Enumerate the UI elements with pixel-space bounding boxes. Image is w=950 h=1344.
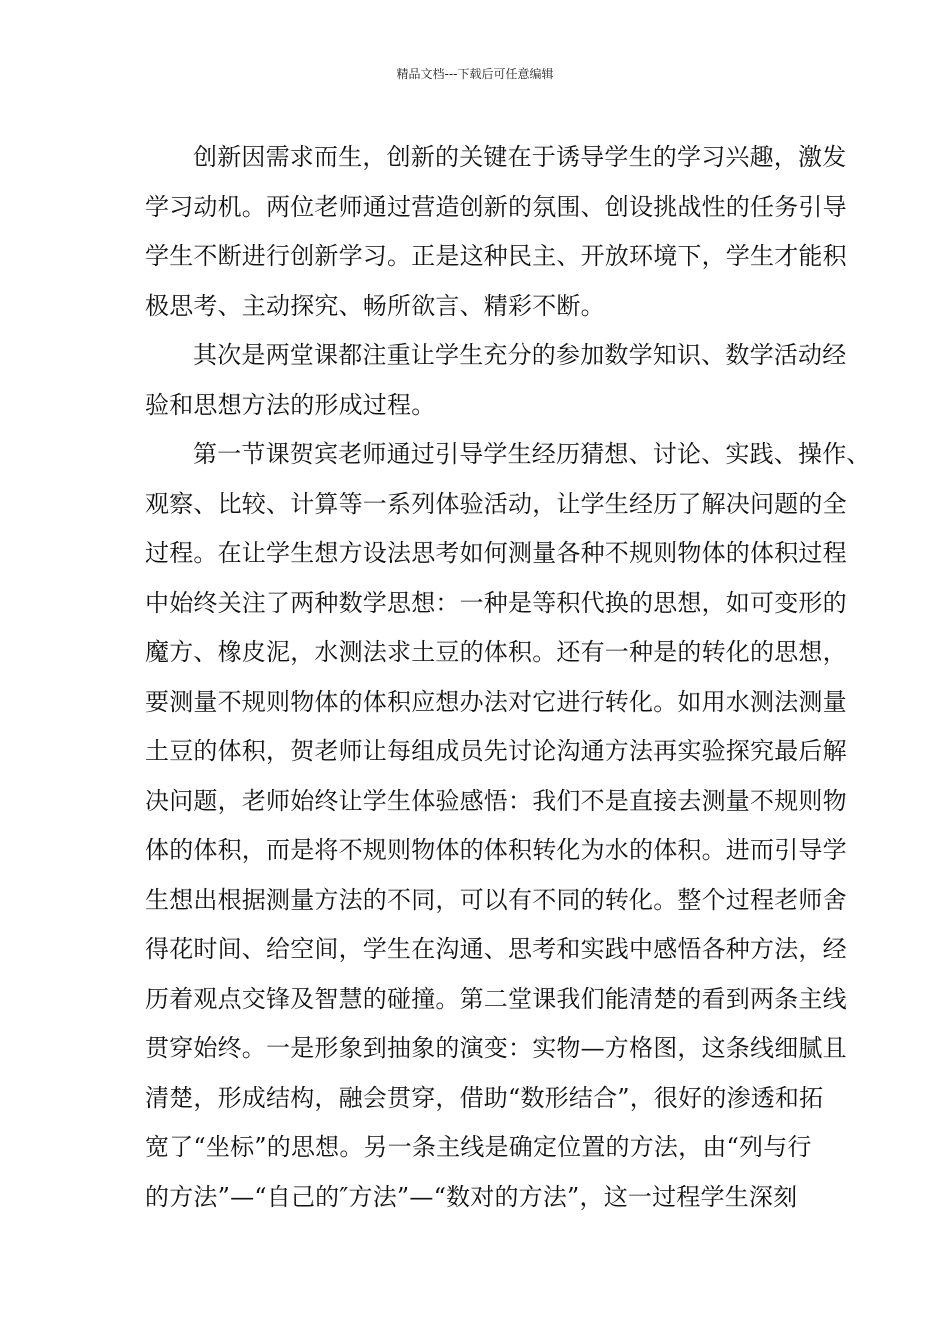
paragraph-line: 过程。在让学生想方设法思考如何测量各种不规则物体的体积过程 bbox=[145, 539, 847, 567]
paragraph-line: 第一节课贺宾老师通过引导学生经历猜想、讨论、实践、操作、 bbox=[193, 440, 871, 468]
paragraph-line: 创新因需求而生，创新的关键在于诱导学生的学习兴趣，激发 bbox=[193, 143, 847, 171]
paragraph-line: 验和思想方法的形成过程。 bbox=[145, 390, 436, 419]
paragraph-line: 历着观点交锋及智慧的碰撞。第二堂课我们能清楚的看到两条主线 bbox=[145, 984, 847, 1013]
paragraph-line: 生想出根据测量方法的不同，可以有不同的转化。整个过程老师舍 bbox=[145, 885, 847, 914]
paragraph-line: 宽了“坐标”的思想。另一条主线是确定位置的方法，由“列与行 bbox=[145, 1133, 812, 1161]
paragraph-line: 中始终关注了两种数学思想：一种是等积代换的思想，如可变形的 bbox=[145, 588, 847, 617]
paragraph-line: 极思考、主动探究、畅所欲言、精彩不断。 bbox=[145, 291, 605, 320]
paragraph-line: 学习动机。两位老师通过营造创新的氛围、创设挑战性的任务引导 bbox=[145, 192, 847, 221]
paragraph-line: 决问题，老师始终让学生体验感悟：我们不是直接去测量不规则物 bbox=[145, 786, 847, 815]
paragraph-3 bbox=[145, 430, 871, 1222]
paragraph-1 bbox=[145, 133, 847, 331]
document-body bbox=[145, 133, 871, 1222]
paragraph-line: 其次是两堂课都注重让学生充分的参加数学知识、数学活动经 bbox=[193, 341, 847, 369]
paragraph-line: 得花时间、给空间，学生在沟通、思考和实践中感悟各种方法，经 bbox=[145, 935, 847, 963]
paragraph-line: 魔方、橡皮泥，水测法求土豆的体积。还有一种是的转化的思想， bbox=[145, 638, 847, 666]
paragraph-line: 的方法”—“自己的″方法”—“数对的方法”，这一过程学生深刻 bbox=[145, 1182, 798, 1211]
paragraph-2 bbox=[145, 331, 847, 430]
paragraph-line: 清楚，形成结构，融会贯穿，借助“数形结合”，很好的渗透和拓 bbox=[145, 1083, 824, 1112]
page-header: 精品文档---下载后可任意编辑 bbox=[396, 67, 554, 81]
paragraph-line: 学生不断进行创新学习。正是这种民主、开放环境下，学生才能积 bbox=[145, 242, 847, 270]
paragraph-line: 体的体积，而是将不规则物体的体积转化为水的体积。进而引导学 bbox=[145, 836, 847, 864]
paragraph-line: 土豆的体积，贺老师让每组成员先讨论沟通方法再实验探究最后解 bbox=[145, 737, 847, 765]
paragraph-line: 观察、比较、计算等一系列体验活动，让学生经历了解决问题的全 bbox=[145, 489, 847, 518]
paragraph-line: 要测量不规则物体的体积应想办法对它进行转化。如用水测法测量 bbox=[145, 687, 847, 716]
paragraph-line: 贯穿始终。一是形象到抽象的演变：实物—方格图，这条线细腻且 bbox=[145, 1034, 847, 1062]
